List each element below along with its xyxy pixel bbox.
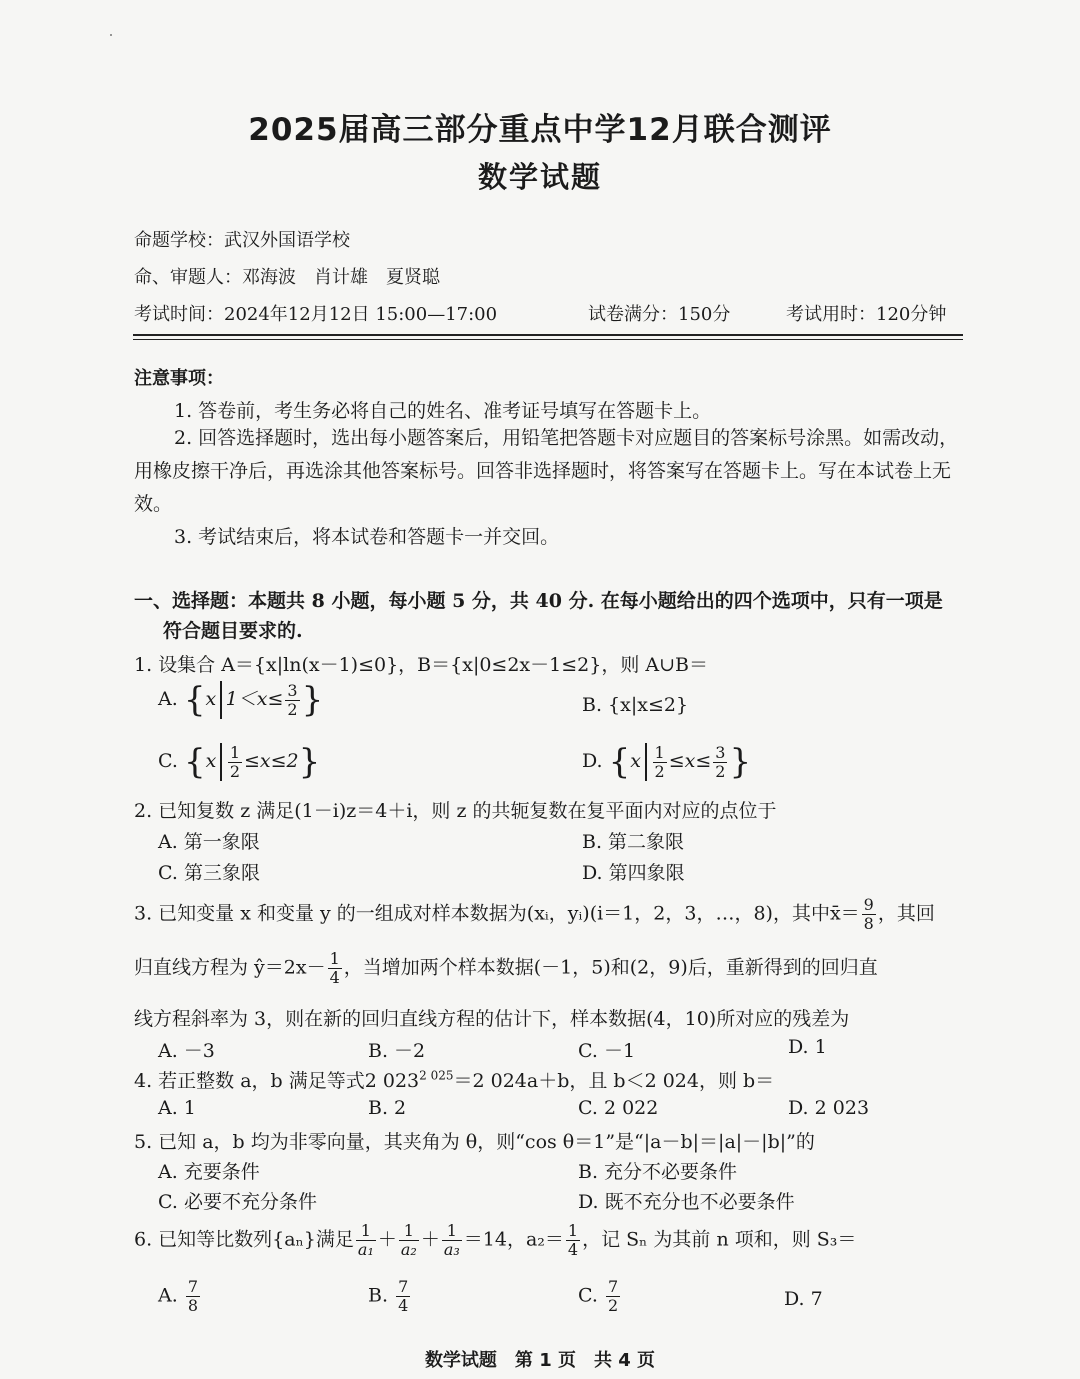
q1-stem: 1. 设集合 A＝{x|ln(x－1)≤0}，B＝{x|0≤2x－1≤2}，则 A∪B＝ bbox=[134, 654, 708, 676]
fraction bbox=[566, 1222, 580, 1259]
q4-option-a: A. 1 bbox=[158, 1097, 196, 1119]
option-label: A. bbox=[158, 688, 178, 710]
q5-option-c: C. 必要不充分条件 bbox=[158, 1191, 317, 1213]
fraction bbox=[328, 950, 342, 987]
denominator: 4 bbox=[567, 1240, 579, 1259]
denominator: 2 bbox=[654, 761, 665, 781]
fraction bbox=[228, 744, 242, 781]
set-var: x bbox=[205, 750, 217, 772]
numerator: 7 bbox=[398, 1277, 409, 1296]
set-cond: ≤x≤ bbox=[668, 750, 712, 772]
option-label: B. bbox=[368, 1284, 389, 1307]
q6-option-d: D. 7 bbox=[784, 1288, 823, 1310]
q6-text: ，记 Sₙ 为其前 n 项和，则 S₃＝ bbox=[582, 1228, 857, 1251]
numerator: 1 bbox=[442, 1222, 462, 1241]
denominator: 2 bbox=[607, 1296, 619, 1315]
q5-option-d: D. 既不充分也不必要条件 bbox=[578, 1191, 795, 1213]
q6-text: 6. 已知等比数列{aₙ}满足 bbox=[134, 1228, 354, 1251]
full-score: 试卷满分：150分 bbox=[588, 304, 731, 325]
q4-text: 4. 若正整数 a，b 满足等式2 023 bbox=[134, 1070, 420, 1092]
numerator: 1 bbox=[399, 1222, 419, 1241]
q5-option-b: B. 充分不必要条件 bbox=[578, 1161, 738, 1183]
fraction bbox=[653, 744, 667, 781]
numerator: 3 bbox=[287, 680, 298, 700]
q6-option-b bbox=[368, 1278, 412, 1315]
header-rule-1 bbox=[133, 334, 963, 336]
set-cond: ≤x≤2 bbox=[244, 750, 299, 772]
notice-item-1: 1. 答卷前，考生务必将自己的姓名、准考证号填写在答题卡上。 bbox=[174, 400, 712, 422]
q1-option-c bbox=[158, 742, 320, 782]
option-label: C. bbox=[578, 1284, 598, 1307]
numerator: 1 bbox=[329, 949, 340, 968]
fraction bbox=[399, 1222, 419, 1259]
option-label: A. bbox=[158, 1284, 178, 1307]
q3-text: 3. 已知变量 x 和变量 y 的一组成对样本数据为(xᵢ，yᵢ)(i＝1，2，3，…，8)，其中x̄＝ bbox=[134, 902, 860, 925]
numerator: 1 bbox=[654, 742, 665, 762]
set-bar bbox=[220, 743, 222, 781]
denominator: 4 bbox=[329, 968, 340, 987]
q6-stem: 6. 已知等比数列{aₙ}满足 $\frac{1}{\text{a₁}}$ ＋ $\frac{1}{\text{a₂}}$ ＋ $\frac{1}{\text{a₃}}$ ＝14，a₂＝ $\frac{1}{4}$ ，记 Sₙ 为其前 n 项和，则 S₃＝ bbox=[134, 1221, 857, 1259]
set-var: x bbox=[205, 688, 217, 710]
q6-option-a bbox=[158, 1278, 202, 1315]
set-bar bbox=[220, 681, 222, 719]
set-cond: 1＜x≤ bbox=[225, 688, 284, 710]
denominator: 8 bbox=[187, 1296, 198, 1315]
exponent: 2 025 bbox=[419, 1068, 454, 1083]
school-line: 命题学校：武汉外国语学校 bbox=[134, 230, 350, 251]
q6-option-c bbox=[578, 1278, 622, 1315]
brace-left: { bbox=[183, 680, 206, 720]
numerator: 1 bbox=[567, 1221, 579, 1240]
brace-left: { bbox=[608, 742, 631, 782]
set-bar bbox=[645, 743, 647, 781]
fraction bbox=[606, 1278, 620, 1315]
q4-option-b: B. 2 bbox=[368, 1097, 407, 1119]
q2-option-d: D. 第四象限 bbox=[582, 862, 685, 884]
numerator: 1 bbox=[356, 1222, 376, 1241]
numerator: 9 bbox=[863, 895, 874, 914]
q1-option-a bbox=[158, 680, 323, 720]
q2-stem: 2. 已知复数 z 满足(1－i)z＝4＋i，则 z 的共轭复数在复平面内对应的点位于 bbox=[134, 800, 777, 822]
q3-text: ，当增加两个样本数据(－1，5)和(2，9)后，重新得到的回归直 bbox=[343, 956, 878, 979]
denominator: 8 bbox=[863, 914, 874, 933]
q3-line-1 bbox=[134, 896, 935, 933]
section-heading: 一、选择题：本题共 8 小题，每小题 5 分，共 40 分. 在每小题给出的四个选项中，只有一项是 bbox=[134, 590, 943, 612]
denominator: a₃ bbox=[443, 1240, 460, 1259]
denominator: 4 bbox=[398, 1296, 409, 1315]
duration: 考试用时：120分钟 bbox=[786, 304, 947, 325]
q3-option-a: A. －3 bbox=[158, 1040, 215, 1062]
scan-speck bbox=[110, 34, 112, 36]
fraction bbox=[442, 1222, 462, 1259]
q1-option-d bbox=[582, 742, 751, 782]
q3-option-d: D. 1 bbox=[788, 1036, 827, 1058]
q3-text: 归直线方程为 ŷ＝2x－ bbox=[134, 956, 326, 979]
option-label: C. bbox=[158, 750, 178, 772]
numerator: 3 bbox=[715, 742, 726, 762]
fraction bbox=[713, 744, 727, 781]
fraction bbox=[396, 1278, 410, 1315]
q3-option-b: B. －2 bbox=[368, 1040, 426, 1062]
denominator: 2 bbox=[715, 761, 726, 781]
denominator: a₂ bbox=[400, 1240, 417, 1259]
option-label: D. bbox=[582, 750, 603, 772]
q4-option-c: C. 2 022 bbox=[578, 1097, 659, 1119]
q4-text: ＝2 024a＋b，且 b＜2 024，则 b＝ bbox=[453, 1070, 775, 1092]
denominator: 2 bbox=[229, 761, 240, 781]
q2-option-a: A. 第一象限 bbox=[158, 831, 260, 853]
q3-text: ，其回 bbox=[877, 902, 935, 925]
fraction bbox=[862, 896, 876, 933]
numerator: 7 bbox=[187, 1277, 198, 1296]
fraction bbox=[186, 1278, 200, 1315]
section-heading-cont: 符合题目要求的. bbox=[163, 620, 303, 642]
set-var: x bbox=[630, 750, 642, 772]
q3-line-2 bbox=[134, 950, 878, 987]
numerator: 1 bbox=[229, 742, 240, 762]
q4-option-d: D. 2 023 bbox=[788, 1097, 870, 1119]
brace-right: } bbox=[298, 742, 321, 782]
notice-item-2: 2. 回答选择题时，选出每小题答案后，用铅笔把答题卡对应题目的答案标号涂黑。如需改动，用橡皮擦干净后，再选涂其他答案标号。回答非选择题时，将答案写在答题卡上。写在本试卷上无效。 bbox=[134, 427, 959, 515]
brace-left: { bbox=[183, 742, 206, 782]
q5-option-a: A. 充要条件 bbox=[158, 1161, 260, 1183]
q1-option-b: B. {x|x≤2} bbox=[582, 694, 689, 716]
page-footer: 数学试题 第 1 页 共 4 页 bbox=[424, 1350, 656, 1371]
numerator: 7 bbox=[607, 1277, 619, 1296]
q2-option-b: B. 第二象限 bbox=[582, 831, 685, 853]
denominator: a₁ bbox=[357, 1240, 374, 1259]
q3-option-c: C. －1 bbox=[578, 1040, 636, 1062]
authors-line: 命、审题人：邓海波 肖计雄 夏贤聪 bbox=[134, 267, 440, 288]
q2-option-c: C. 第三象限 bbox=[158, 862, 260, 884]
fraction bbox=[356, 1222, 376, 1259]
q6-text: ＝14，a₂＝ bbox=[463, 1228, 564, 1251]
notice-item-3: 3. 考试结束后，将本试卷和答题卡一并交回。 bbox=[174, 526, 560, 548]
brace-right: } bbox=[301, 680, 324, 720]
q4-stem bbox=[134, 1066, 774, 1093]
denominator: 2 bbox=[287, 699, 298, 719]
exam-title: 2025届高三部分重点中学12月联合测评 bbox=[248, 112, 832, 148]
header-rule-2 bbox=[133, 339, 963, 340]
q3-line-3: 线方程斜率为 3，则在新的回归直线方程的估计下，样本数据(4，10)所对应的残差为 bbox=[134, 1008, 850, 1030]
q5-stem: 5. 已知 a，b 均为非零向量，其夹角为 θ，则“cos θ＝1”是“|a－b|＝|a|－|b|”的 bbox=[134, 1131, 815, 1153]
exam-time: 考试时间：2024年12月12日 15:00—17:00 bbox=[134, 304, 498, 325]
exam-subject: 数学试题 bbox=[477, 160, 602, 194]
notice-heading: 注意事项： bbox=[134, 368, 224, 389]
brace-right: } bbox=[729, 742, 752, 782]
fraction bbox=[285, 682, 299, 719]
